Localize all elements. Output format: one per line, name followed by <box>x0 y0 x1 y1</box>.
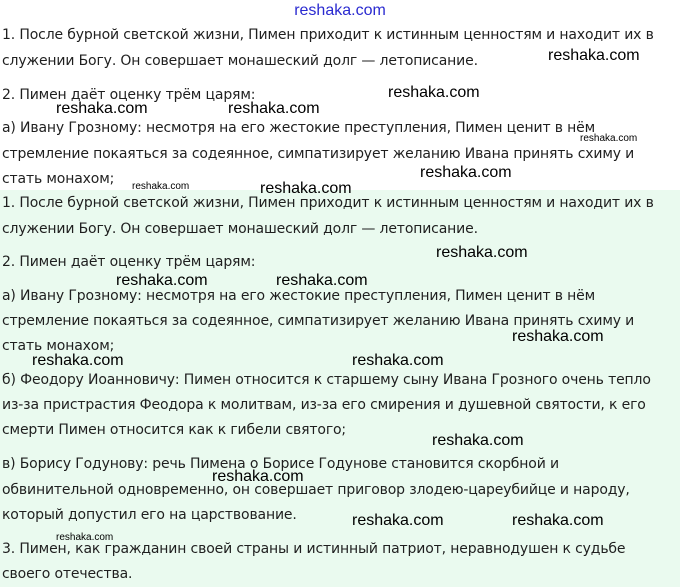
watermark: reshaka.com <box>548 47 640 64</box>
top-line-6: стать монахом; <box>2 171 115 187</box>
answer-line-10: в) Борису Годунову: речь Пимена о Борисе Годунове становится скорбной и <box>2 456 559 472</box>
answer-line-9: смерти Пимен относится как к гибели святого; <box>2 422 347 438</box>
watermark: reshaka.com <box>580 133 638 144</box>
watermark: reshaka.com <box>388 84 480 101</box>
watermark: reshaka.com <box>512 512 604 529</box>
watermark: reshaka.com <box>436 244 528 261</box>
top-line-2: служении Богу. Он совершает монашеский долг — летописание. <box>2 53 478 69</box>
top-line-1: 1. После бурной светской жизни, Пимен приходит к истинным ценностям и находит их в <box>2 27 654 43</box>
watermark: reshaka.com <box>56 532 114 543</box>
top-line-5: стремление покаяться за содеянное, симпатизирует желанию Ивана принять схиму и <box>2 146 635 162</box>
answer-line-8: из-за пристрастия Феодора к молитвам, из-за его смирения и душевной святости, к его <box>2 397 646 413</box>
answer-line-11: обвинительной одновременно, он совершает приговор злодею-цареубийце и народу, <box>2 482 630 498</box>
watermark: reshaka.com <box>512 328 604 345</box>
watermark: reshaka.com <box>116 272 208 289</box>
answer-line-3: 2. Пимен даёт оценку трём царям: <box>2 254 256 270</box>
watermark: reshaka.com <box>420 164 512 181</box>
top-line-3: 2. Пимен даёт оценку трём царям: <box>2 87 256 103</box>
watermark: reshaka.com <box>56 100 148 117</box>
header-watermark[interactable]: reshaka.com <box>294 2 386 19</box>
answer-line-4: а) Ивану Грозному: несмотря на его жестокие преступления, Пимен ценит в нём <box>2 288 596 304</box>
watermark: reshaka.com <box>260 180 352 197</box>
watermark: reshaka.com <box>352 512 444 529</box>
watermark: reshaka.com <box>212 468 304 485</box>
answer-line-7: б) Феодору Иоанновичу: Пимен относится к старшему сыну Ивана Грозного очень тепло <box>2 372 651 388</box>
answer-line-12: который допустил его на царствование. <box>2 507 297 523</box>
answer-line-2: служении Богу. Он совершает монашеский долг — летописание. <box>2 221 478 237</box>
answer-line-6: стать монахом; <box>2 338 115 354</box>
watermark: reshaka.com <box>432 432 524 449</box>
watermark: reshaka.com <box>32 352 124 369</box>
answer-line-13: 3. Пимен, как гражданин своей страны и истинный патриот, неравнодушен к судьбе <box>2 541 626 557</box>
top-line-4: а) Ивану Грозному: несмотря на его жестокие преступления, Пимен ценит в нём <box>2 120 596 136</box>
watermark: reshaka.com <box>228 100 320 117</box>
answer-line-5: стремление покаяться за содеянное, симпатизирует желанию Ивана принять схиму и <box>2 313 635 329</box>
watermark: reshaka.com <box>132 181 190 192</box>
watermark: reshaka.com <box>352 352 444 369</box>
watermark: reshaka.com <box>276 272 368 289</box>
answer-line-14: своего отечества. <box>2 566 133 582</box>
answer-line-1: 1. После бурной светской жизни, Пимен приходит к истинным ценностям и находит их в <box>2 195 654 211</box>
